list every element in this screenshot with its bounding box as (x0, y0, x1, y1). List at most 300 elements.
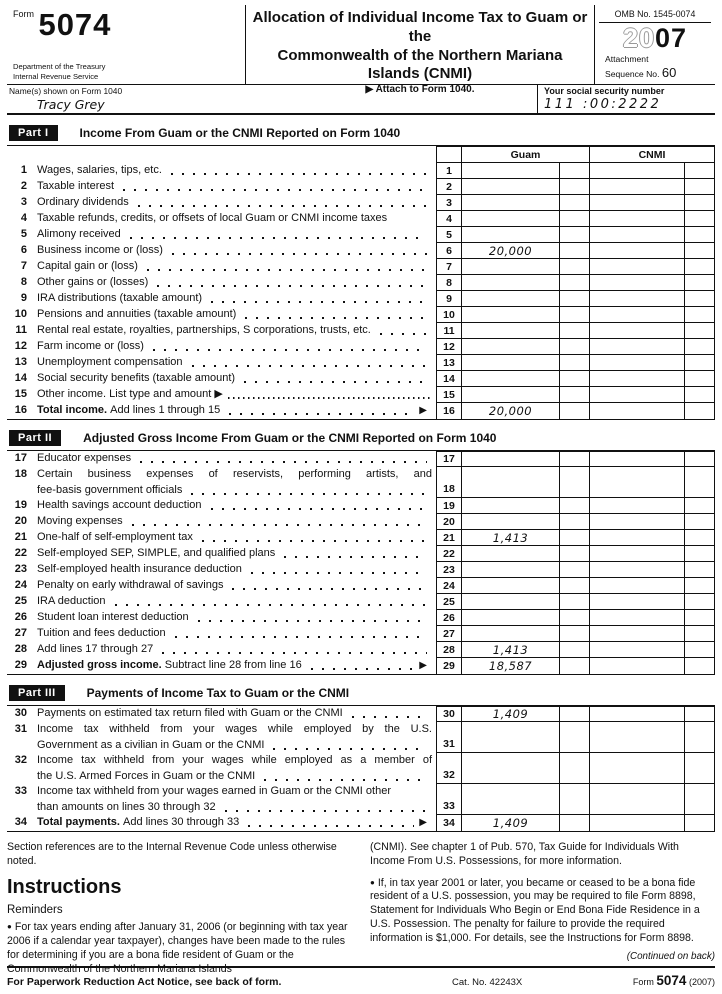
part1-badge: Part I (9, 125, 58, 141)
line-label: Tuition and fees deduction (37, 626, 436, 642)
line-34-box: 34 (436, 815, 462, 831)
line-6-cnmi-field[interactable] (590, 243, 685, 259)
line-22-cnmi-cents-field[interactable] (685, 546, 715, 562)
line-29-cnmi-cents-field[interactable] (685, 658, 715, 674)
form-line-33 (7, 784, 715, 815)
reminder-bullet-1: ● For tax years ending after January 31, 2006 (or beginning with tax year 2006 if a calendar year taxpayer), changes have been made to the rules for determining if you are a bona fide resident of Guam or the Commonwealth of the Northern Mariana Islands (7, 921, 348, 975)
line-label: Payments on estimated tax return filed with Guam or the CNMI (37, 706, 436, 722)
line-number: 18 (14, 468, 27, 480)
line-27-cnmi-field[interactable] (590, 626, 685, 642)
line-2-cnmi-cents-field[interactable] (685, 179, 715, 195)
line-28-guam-cents-field[interactable] (560, 642, 590, 658)
part2-rows (7, 451, 715, 675)
line-number: 32 (14, 754, 27, 766)
form-line-34 (7, 815, 715, 831)
line-34-cnmi-cents-field[interactable] (685, 815, 715, 831)
line-33-cnmi-field[interactable] (590, 784, 685, 815)
line-26-cnmi-cents-field[interactable] (685, 610, 715, 626)
line-number: 20 (14, 515, 27, 527)
line-4-box: 4 (436, 211, 462, 227)
line-number: 7 (20, 260, 27, 272)
line-number: 1 (20, 164, 27, 176)
form-id-block (7, 5, 245, 84)
line-8-guam-cents-field[interactable] (560, 275, 590, 291)
form-line-4 (7, 211, 715, 227)
line-24-cnmi-cents-field[interactable] (685, 578, 715, 594)
line-22-cnmi-field[interactable] (590, 546, 685, 562)
line-14-guam-field[interactable] (462, 371, 560, 387)
line-34-guam-field[interactable]: 1,409 (462, 815, 560, 831)
line-32-cnmi-field[interactable] (590, 753, 685, 784)
line-number: 31 (14, 723, 27, 735)
line-label: IRA deduction (37, 594, 436, 610)
line-30-cnmi-cents-field[interactable] (685, 706, 715, 722)
line-number: 12 (14, 340, 27, 352)
line-15-guam-cents-field[interactable] (560, 387, 590, 403)
form-line-17 (7, 451, 715, 467)
line-27-box: 27 (436, 626, 462, 642)
line-7-cnmi-field[interactable] (590, 259, 685, 275)
right-arrow-icon: ▶ (419, 817, 427, 828)
part3-title: Payments of Income Tax to Guam or the CNMI (86, 686, 350, 700)
line-15-cnmi-cents-field[interactable] (685, 387, 715, 403)
line-20-box: 20 (436, 514, 462, 530)
line-19-guam-cents-field[interactable] (560, 498, 590, 514)
form-line-23 (7, 562, 715, 578)
line-label: Taxable interest (37, 179, 436, 195)
line-label: Capital gain or (loss) (37, 259, 436, 275)
line-label: Wages, salaries, tips, etc. (37, 163, 436, 179)
part3-rows (7, 706, 715, 832)
line-number: 5 (20, 228, 27, 240)
line-14-cnmi-cents-field[interactable] (685, 371, 715, 387)
line-33-box: 33 (436, 784, 462, 815)
line-1-guam-field[interactable] (462, 163, 560, 179)
line-31-cnmi-field[interactable] (590, 722, 685, 753)
form-line-22 (7, 546, 715, 562)
attachment-sequence: Attachment Sequence No. 60 (605, 53, 677, 80)
line-26-guam-cents-field[interactable] (560, 610, 590, 626)
line-14-guam-cents-field[interactable] (560, 371, 590, 387)
line-label: Rental real estate, royalties, partnerships, S corporations, trusts, etc. (37, 323, 436, 339)
line-19-box: 19 (436, 498, 462, 514)
form-line-15 (7, 387, 715, 403)
line-11-cnmi-cents-field[interactable] (685, 323, 715, 339)
form-line-26 (7, 610, 715, 626)
form-line-7 (7, 259, 715, 275)
line-24-box: 24 (436, 578, 462, 594)
reminder-bullet-2: ● If, in tax year 2001 or later, you became or ceased to be a bona fide resident of a U.S. possession, you may be required to file Form 8898, Statement for Individuals Who Begin or End Bona Fide Residence in a U.S. Possession. The penalty for failure to provide the required information is $1,000. For details, see the Instructions for Form 8898. (370, 876, 700, 944)
section-references: Section references are to the Internal Revenue Code unless otherwise noted. (7, 841, 337, 867)
form-line-3 (7, 195, 715, 211)
line-14-box: 14 (436, 371, 462, 387)
omb-number: OMB No. 1545-0074 (599, 7, 711, 23)
line-27-guam-cents-field[interactable] (560, 626, 590, 642)
line-15-guam-field[interactable] (462, 387, 560, 403)
line-12-cnmi-field[interactable] (590, 339, 685, 355)
line-6-guam-cents-field[interactable] (560, 243, 590, 259)
line-label: Add lines 17 through 27 (37, 642, 436, 658)
line-6-box: 6 (436, 243, 462, 259)
line-label: Pensions and annuities (taxable amount) (37, 307, 436, 323)
line-10-cnmi-cents-field[interactable] (685, 307, 715, 323)
line-18-box: 18 (436, 467, 462, 498)
line-number: 16 (14, 404, 27, 416)
line-10-guam-cents-field[interactable] (560, 307, 590, 323)
line-label: Certain business expenses of reservists, performing artists, and fee-basis government officials (37, 468, 432, 496)
line-21-cnmi-cents-field[interactable] (685, 530, 715, 546)
line-30-guam-field[interactable]: 1,409 (462, 706, 560, 722)
line-7-guam-field[interactable] (462, 259, 560, 275)
form-line-10 (7, 307, 715, 323)
part2-badge: Part II (9, 430, 61, 446)
tax-year: 2007 (622, 23, 688, 53)
line-10-guam-field[interactable] (462, 307, 560, 323)
line-number: 27 (14, 627, 27, 639)
line-27-cnmi-cents-field[interactable] (685, 626, 715, 642)
line-15-cnmi-field[interactable] (590, 387, 685, 403)
line-18-cnmi-cents-field[interactable] (685, 467, 715, 498)
line-16-guam-field[interactable]: 20,000 (462, 403, 560, 419)
line-5-box: 5 (436, 227, 462, 243)
part1-rows (7, 163, 715, 420)
line-label: Other gains or (losses) (37, 275, 436, 291)
line-5-guam-cents-field[interactable] (560, 227, 590, 243)
line-3-guam-field[interactable] (462, 195, 560, 211)
form-line-14 (7, 371, 715, 387)
form-line-24 (7, 578, 715, 594)
form-line-11 (7, 323, 715, 339)
line-number: 8 (20, 276, 27, 288)
instructions-right-column (370, 841, 715, 983)
line-label: Self-employed SEP, SIMPLE, and qualified plans (37, 546, 436, 562)
line-label: Ordinary dividends (37, 195, 436, 211)
line-32-cnmi-cents-field[interactable] (685, 753, 715, 784)
part1-header (7, 121, 715, 146)
part3-badge: Part III (9, 685, 65, 701)
bullet-icon: ● (370, 877, 375, 887)
line-1-cnmi-field[interactable] (590, 163, 685, 179)
line-9-guam-cents-field[interactable] (560, 291, 590, 307)
line-33-guam-field[interactable] (462, 784, 560, 815)
form-line-2 (7, 179, 715, 195)
line-7-guam-cents-field[interactable] (560, 259, 590, 275)
line-6-guam-field[interactable]: 20,000 (462, 243, 560, 259)
form-number: 5074 (38, 7, 112, 42)
line-20-guam-cents-field[interactable] (560, 514, 590, 530)
line-17-cnmi-cents-field[interactable] (685, 451, 715, 467)
attach-note: ▶ Attach to Form 1040. (365, 84, 475, 95)
line-2-cnmi-field[interactable] (590, 179, 685, 195)
line-number: 28 (14, 643, 27, 655)
line-14-cnmi-field[interactable] (590, 371, 685, 387)
form-word: Form (13, 9, 34, 19)
identity-row (7, 85, 715, 115)
line-21-guam-field[interactable]: 1,413 (462, 530, 560, 546)
line-19-cnmi-cents-field[interactable] (685, 498, 715, 514)
form-line-30 (7, 706, 715, 722)
line-label: Income tax withheld from your wages while employed by the U.S. Government as a civilian in Guam or the CNMI (37, 723, 432, 751)
bullet-icon: ● (7, 922, 12, 932)
form-line-1 (7, 163, 715, 179)
line-11-cnmi-field[interactable] (590, 323, 685, 339)
line-5-cnmi-field[interactable] (590, 227, 685, 243)
paperwork-notice: For Paperwork Reduction Act Notice, see back of form. (7, 976, 282, 988)
line-number: 23 (14, 563, 27, 575)
line-2-box: 2 (436, 179, 462, 195)
form-title: Allocation of Individual Income Tax to Guam or the Commonwealth of the Northern Mariana Islands (CNMI) (252, 9, 588, 83)
footer-form-id: Form 5074 (2007) (632, 973, 715, 988)
line-17-guam-field[interactable] (462, 451, 560, 467)
form-line-32 (7, 753, 715, 784)
form-line-29 (7, 658, 715, 674)
line-16-cnmi-cents-field[interactable] (685, 403, 715, 419)
line-label: Unemployment compensation (37, 355, 436, 371)
part2-title: Adjusted Gross Income From Guam or the CNMI Reported on Form 1040 (83, 431, 497, 445)
catalog-number: Cat. No. 42243X (452, 977, 523, 988)
line-number: 19 (14, 499, 27, 511)
line-23-guam-cents-field[interactable] (560, 562, 590, 578)
line-25-guam-cents-field[interactable] (560, 594, 590, 610)
line-4-cnmi-cents-field[interactable] (685, 211, 715, 227)
line-21-cnmi-field[interactable] (590, 530, 685, 546)
line-7-cnmi-cents-field[interactable] (685, 259, 715, 275)
line-label: Farm income or (loss) (37, 339, 436, 355)
right-arrow-icon: ▶ (419, 660, 427, 671)
line-3-cnmi-cents-field[interactable] (685, 195, 715, 211)
line-label: Income tax withheld from your wages while employed as a member of the U.S. Armed Forces in Guam or the CNMI (37, 754, 432, 782)
line-8-guam-field[interactable] (462, 275, 560, 291)
line-1-guam-cents-field[interactable] (560, 163, 590, 179)
name-label: Name(s) shown on Form 1040 (9, 86, 123, 96)
line-27-guam-field[interactable] (462, 626, 560, 642)
table-column-headers (7, 146, 715, 163)
line-number: 2 (20, 180, 27, 192)
line-label: Income tax withheld from your wages earned in Guam or the CNMI other than amounts on lines 30 through 32 (37, 784, 436, 815)
line-number: 6 (20, 244, 27, 256)
line-21-box: 21 (436, 530, 462, 546)
line-34-guam-cents-field[interactable] (560, 815, 590, 831)
line-2-guam-field[interactable] (462, 179, 560, 195)
line-28-cnmi-cents-field[interactable] (685, 642, 715, 658)
line-number: 14 (14, 372, 27, 384)
line-number: 26 (14, 611, 27, 623)
line-29-guam-cents-field[interactable] (560, 658, 590, 674)
line-5-guam-field[interactable] (462, 227, 560, 243)
line-32-guam-field[interactable] (462, 753, 560, 784)
ssn-label: Your social security number (544, 86, 665, 96)
line-11-guam-cents-field[interactable] (560, 323, 590, 339)
form-line-5 (7, 227, 715, 243)
line-21-guam-cents-field[interactable] (560, 530, 590, 546)
line-9-box: 9 (436, 291, 462, 307)
line-31-guam-field[interactable] (462, 722, 560, 753)
reminder-continuation: (CNMI). See chapter 1 of Pub. 570, Tax Guide for Individuals With Income From U.S. Possessions, for more information. (370, 841, 679, 867)
line-18-cnmi-field[interactable] (590, 467, 685, 498)
line-26-guam-field[interactable] (462, 610, 560, 626)
line-26-box: 26 (436, 610, 462, 626)
line-number: 17 (14, 452, 27, 464)
line-16-box: 16 (436, 403, 462, 419)
line-29-cnmi-field[interactable] (590, 658, 685, 674)
line-10-cnmi-field[interactable] (590, 307, 685, 323)
instructions-left-column (7, 841, 352, 983)
line-number: 33 (14, 785, 27, 797)
line-17-guam-cents-field[interactable] (560, 451, 590, 467)
line-4-guam-cents-field[interactable] (560, 211, 590, 227)
column-header-cnmi: CNMI (590, 146, 715, 163)
line-number: 10 (14, 308, 27, 320)
line-label: Social security benefits (taxable amount) (37, 371, 436, 387)
line-28-cnmi-field[interactable] (590, 642, 685, 658)
line-label: One-half of self-employment tax (37, 530, 436, 546)
line-9-cnmi-field[interactable] (590, 291, 685, 307)
line-6-cnmi-cents-field[interactable] (685, 243, 715, 259)
line-number: 13 (14, 356, 27, 368)
line-20-cnmi-field[interactable] (590, 514, 685, 530)
form-footer (7, 966, 715, 988)
line-number: 11 (15, 324, 27, 336)
line-8-box: 8 (436, 275, 462, 291)
reminders-subheading: Reminders (7, 903, 63, 916)
line-11-box: 11 (436, 323, 462, 339)
line-11-guam-field[interactable] (462, 323, 560, 339)
continued-on-back-note: (Continued on back) (626, 951, 715, 963)
form-line-20 (7, 514, 715, 530)
line-31-box: 31 (436, 722, 462, 753)
line-26-cnmi-field[interactable] (590, 610, 685, 626)
line-number: 3 (20, 196, 27, 208)
form-title-block (245, 5, 595, 95)
part2-header (7, 426, 715, 451)
instructions-section (7, 841, 715, 983)
line-12-guam-field[interactable] (462, 339, 560, 355)
line-23-cnmi-field[interactable] (590, 562, 685, 578)
line-24-cnmi-field[interactable] (590, 578, 685, 594)
line-number: 15 (14, 388, 27, 400)
line-label: Alimony received (37, 227, 436, 243)
line-2-guam-cents-field[interactable] (560, 179, 590, 195)
line-25-box: 25 (436, 594, 462, 610)
line-32-guam-cents-field[interactable] (560, 753, 590, 784)
line-9-cnmi-cents-field[interactable] (685, 291, 715, 307)
line-30-box: 30 (436, 706, 462, 722)
line-1-box: 1 (436, 163, 462, 179)
line-16-cnmi-field[interactable] (590, 403, 685, 419)
line-28-guam-field[interactable]: 1,413 (462, 642, 560, 658)
line-20-guam-field[interactable] (462, 514, 560, 530)
line-8-cnmi-cents-field[interactable] (685, 275, 715, 291)
line-4-cnmi-field[interactable] (590, 211, 685, 227)
line-31-cnmi-cents-field[interactable] (685, 722, 715, 753)
line-3-cnmi-field[interactable] (590, 195, 685, 211)
right-arrow-icon: ▶ (419, 405, 427, 416)
line-number-column-header (436, 146, 462, 163)
instructions-heading: Instructions (7, 875, 122, 898)
line-10-box: 10 (436, 307, 462, 323)
line-30-guam-cents-field[interactable] (560, 706, 590, 722)
line-24-guam-cents-field[interactable] (560, 578, 590, 594)
line-13-guam-cents-field[interactable] (560, 355, 590, 371)
line-13-guam-field[interactable] (462, 355, 560, 371)
form-line-9 (7, 291, 715, 307)
line-number: 4 (20, 212, 27, 224)
line-4-guam-field[interactable] (462, 211, 560, 227)
name-block (7, 85, 537, 113)
line-12-box: 12 (436, 339, 462, 355)
line-29-guam-field[interactable]: 18,587 (462, 658, 560, 674)
line-label: Taxable refunds, credits, or offsets of local Guam or CNMI income taxes (37, 212, 388, 224)
line-32-box: 32 (436, 753, 462, 784)
line-23-box: 23 (436, 562, 462, 578)
line-25-cnmi-field[interactable] (590, 594, 685, 610)
line-17-box: 17 (436, 451, 462, 467)
line-23-cnmi-cents-field[interactable] (685, 562, 715, 578)
line-25-cnmi-cents-field[interactable] (685, 594, 715, 610)
line-24-guam-field[interactable] (462, 578, 560, 594)
line-33-cnmi-cents-field[interactable] (685, 784, 715, 815)
form-line-13 (7, 355, 715, 371)
ssn-field[interactable]: 111 :00:2222 (544, 97, 662, 112)
line-number: 25 (14, 595, 27, 607)
line-22-box: 22 (436, 546, 462, 562)
line-28-box: 28 (436, 642, 462, 658)
line-label: Other income. List type and amount ▶ (37, 387, 436, 403)
form-line-31 (7, 722, 715, 753)
line-12-guam-cents-field[interactable] (560, 339, 590, 355)
line-5-cnmi-cents-field[interactable] (685, 227, 715, 243)
line-number: 22 (14, 547, 27, 559)
line-18-guam-field[interactable] (462, 467, 560, 498)
line-22-guam-cents-field[interactable] (560, 546, 590, 562)
line-31-guam-cents-field[interactable] (560, 722, 590, 753)
line-23-guam-field[interactable] (462, 562, 560, 578)
line-13-cnmi-field[interactable] (590, 355, 685, 371)
line-label: Adjusted gross income. Subtract line 28 from line 16 ▶ (37, 659, 427, 671)
form-line-27 (7, 626, 715, 642)
line-20-cnmi-cents-field[interactable] (685, 514, 715, 530)
line-25-guam-field[interactable] (462, 594, 560, 610)
line-19-guam-field[interactable] (462, 498, 560, 514)
line-18-guam-cents-field[interactable] (560, 467, 590, 498)
line-34-cnmi-field[interactable] (590, 815, 685, 831)
part1-title: Income From Guam or the CNMI Reported on Form 1040 (79, 126, 401, 140)
line-15-box: 15 (436, 387, 462, 403)
line-33-guam-cents-field[interactable] (560, 784, 590, 815)
line-13-cnmi-cents-field[interactable] (685, 355, 715, 371)
line-19-cnmi-field[interactable] (590, 498, 685, 514)
line-number: 21 (14, 531, 27, 543)
line-1-cnmi-cents-field[interactable] (685, 163, 715, 179)
line-8-cnmi-field[interactable] (590, 275, 685, 291)
line-12-cnmi-cents-field[interactable] (685, 339, 715, 355)
line-16-guam-cents-field[interactable] (560, 403, 590, 419)
form-line-16 (7, 403, 715, 419)
line-label: Self-employed health insurance deduction (37, 562, 436, 578)
form-line-25 (7, 594, 715, 610)
form-line-18 (7, 467, 715, 498)
line-3-box: 3 (436, 195, 462, 211)
line-9-guam-field[interactable] (462, 291, 560, 307)
line-3-guam-cents-field[interactable] (560, 195, 590, 211)
line-22-guam-field[interactable] (462, 546, 560, 562)
line-30-cnmi-field[interactable] (590, 706, 685, 722)
line-17-cnmi-field[interactable] (590, 451, 685, 467)
name-field[interactable]: Tracy Grey (37, 97, 105, 112)
line-label: Business income or (loss) (37, 243, 436, 259)
agency-name: Department of the Treasury Internal Revenue Service (13, 62, 106, 81)
line-number: 30 (14, 707, 27, 719)
